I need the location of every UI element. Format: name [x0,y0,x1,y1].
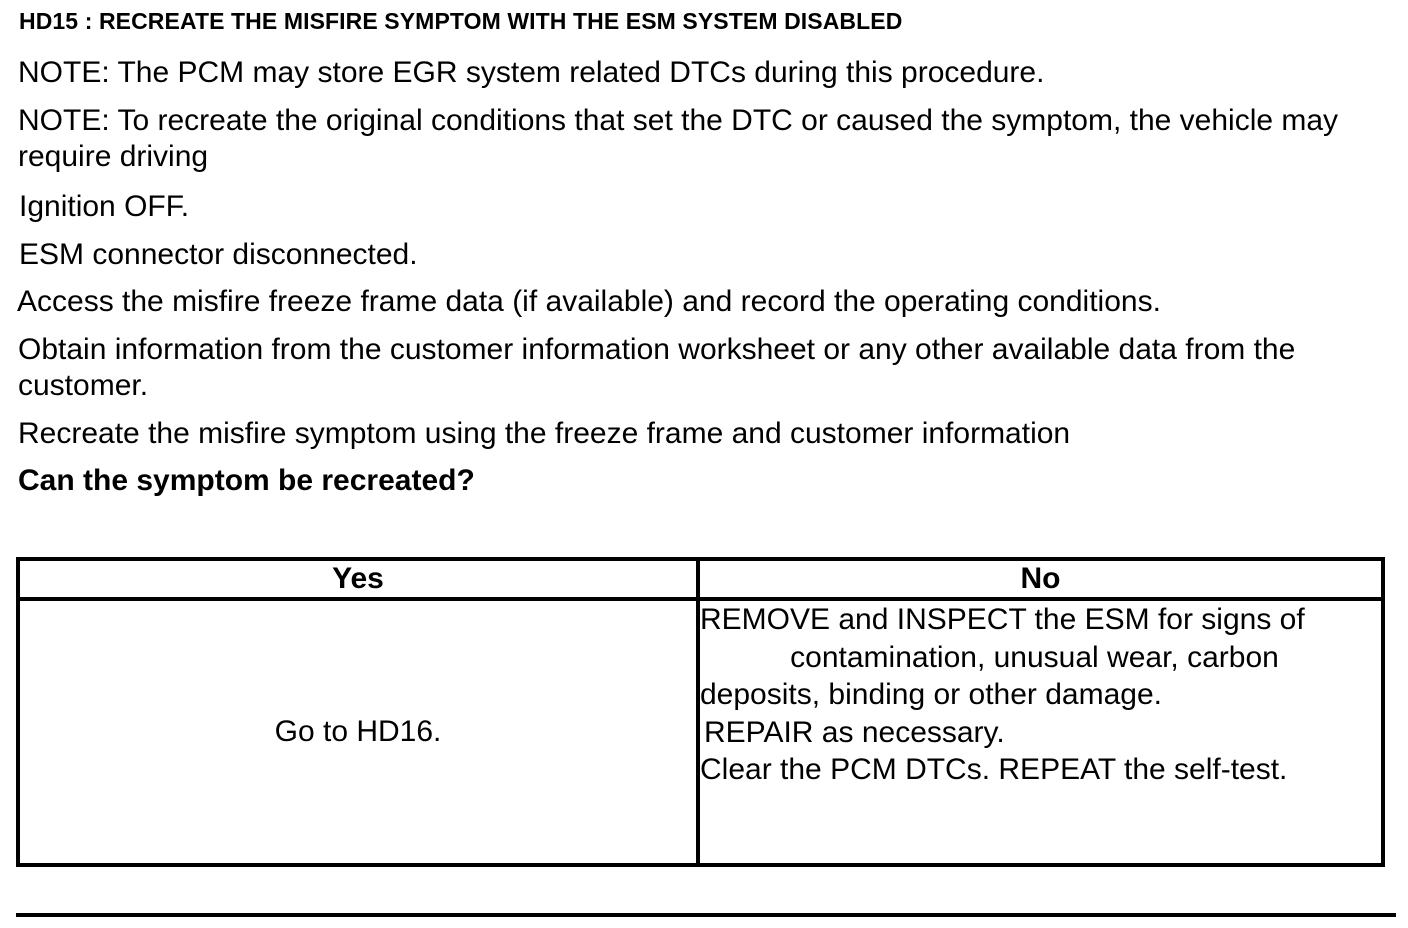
section-divider [16,913,1396,917]
step-title: HD15 : RECREATE THE MISFIRE SYMPTOM WITH THE ESM SYSTEM DISABLED [19,8,903,34]
header-no: No [698,559,1383,599]
header-yes: Yes [18,559,698,599]
decision-action-row [18,599,1383,865]
instruction-ignition-off: Ignition OFF. [19,190,190,223]
decision-question: Can the symptom be recreated? [18,464,475,497]
instruction-recreate-symptom: Recreate the misfire symptom using the freeze frame and customer information [18,417,1071,450]
instruction-customer-info: Obtain information from the customer information worksheet or any other available data from the customer. [18,333,1296,402]
instruction-esm-disconnected: ESM connector disconnected. [19,238,418,271]
no-action-line: deposits, binding or other damage. [700,678,1162,711]
no-action-line: REPAIR as necessary. [704,715,1005,749]
decision-header-row [18,559,1383,599]
decision-table [16,557,1385,867]
no-action-line: Clear the PCM DTCs. REPEAT the self-test. [700,753,1288,786]
note-egr-dtcs: NOTE: The PCM may store EGR system related DTCs during this procedure. [18,56,1045,89]
no-action [698,599,1383,865]
note-driving-required: NOTE: To recreate the original conditions that set the DTC or caused the symptom, the vehicle may require driving [18,104,1339,173]
instruction-freeze-frame: Access the misfire freeze frame data (if available) and record the operating conditions. [17,285,1161,318]
no-action-line: contamination, unusual wear, carbon [790,640,1279,674]
no-action-line: REMOVE and INSPECT the ESM for signs of [700,603,1305,636]
yes-action: Go to HD16. [18,599,698,865]
